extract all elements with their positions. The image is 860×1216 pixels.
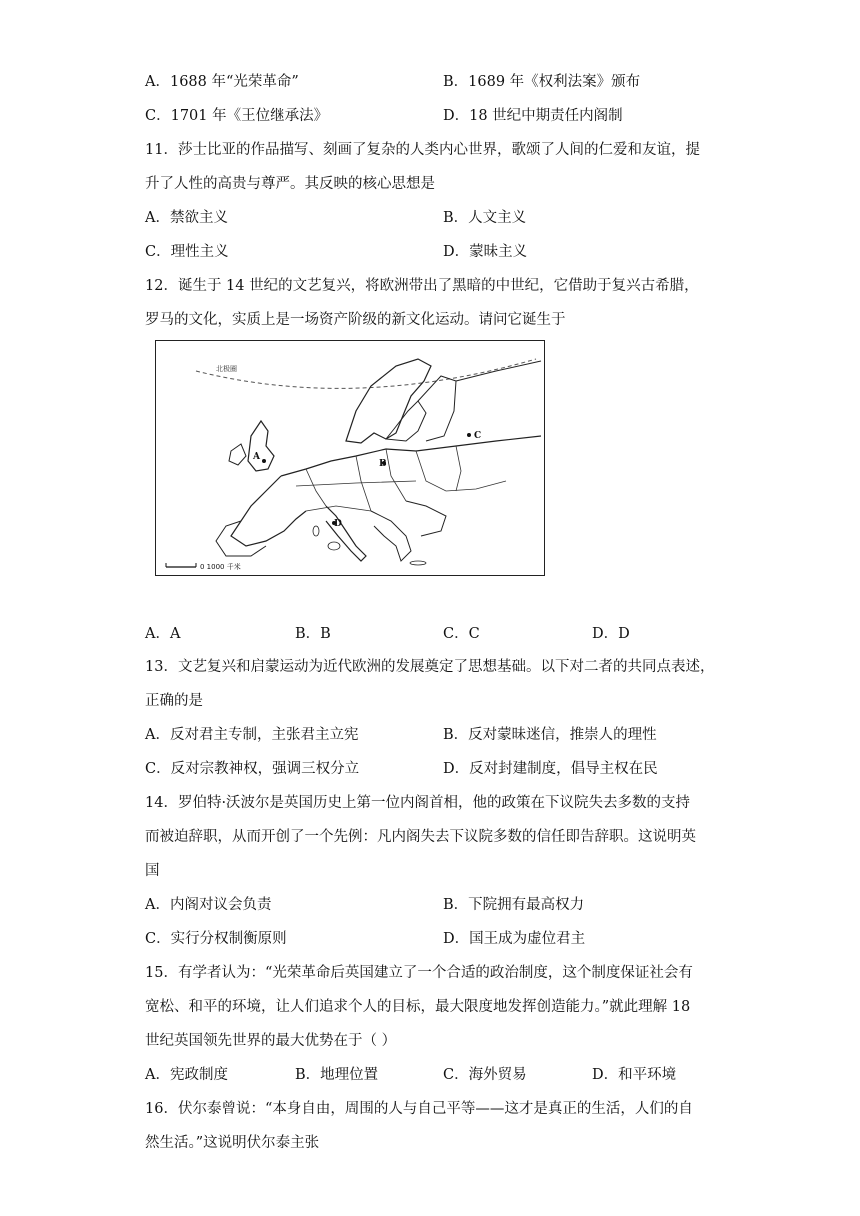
q13-option-b: B．反对蒙昧迷信，推崇人的理性 bbox=[443, 727, 657, 743]
q13-stem-line1: 13．文艺复兴和启蒙运动为近代欧洲的发展奠定了思想基础。以下对二者的共同点表述， bbox=[145, 659, 715, 675]
q12-stem-line2: 罗马的文化，实质上是一场资产阶级的新文化运动。请问它诞生于 bbox=[145, 312, 566, 328]
map-label-d: D bbox=[334, 519, 342, 529]
map-label-a: A bbox=[253, 452, 260, 462]
q16-stem-line1: 16．伏尔泰曾说：“本身自由，周围的人与自己平等——这才是真正的生活，人们的自 bbox=[145, 1101, 693, 1117]
q13-option-a: A．反对君主专制，主张君主立宪 bbox=[145, 727, 359, 743]
q15-option-c: C．海外贸易 bbox=[443, 1067, 527, 1083]
q11-option-b: B．人文主义 bbox=[443, 210, 527, 226]
europe-map bbox=[155, 340, 545, 576]
q12-option-b: B．B bbox=[295, 626, 331, 642]
q11-option-c: C．理性主义 bbox=[145, 244, 229, 260]
q10-option-a: A．1688 年“光荣革命” bbox=[145, 74, 299, 90]
q12-option-a: A．A bbox=[145, 626, 181, 642]
q11-stem-line1: 11．莎士比亚的作品描写、刻画了复杂的人类内心世界，歌颂了人间的仁爱和友谊，提 bbox=[145, 142, 700, 158]
q13-option-c: C．反对宗教神权，强调三权分立 bbox=[145, 761, 360, 777]
q12-option-d: D．D bbox=[592, 626, 630, 642]
q15-option-b: B．地理位置 bbox=[295, 1067, 379, 1083]
q12-option-c: C．C bbox=[443, 626, 480, 642]
arctic-circle-label: 北极圈 bbox=[216, 365, 237, 373]
q12-stem-line1: 12．诞生于 14 世纪的文艺复兴，将欧洲带出了黑暗的中世纪，它借助于复兴古希腊， bbox=[145, 278, 699, 294]
q14-option-a: A．内阁对议会负责 bbox=[145, 897, 272, 913]
q10-option-c: C．1701 年《王位继承法》 bbox=[145, 108, 329, 124]
q15-stem-line1: 15．有学者认为：“光荣革命后英国建立了一个合适的政治制度，这个制度保证社会有 bbox=[145, 965, 693, 981]
q14-stem-line3: 国 bbox=[145, 863, 160, 879]
q16-stem-line2: 然生活。”这说明伏尔泰主张 bbox=[145, 1135, 320, 1151]
q14-stem-line1: 14．罗伯特·沃波尔是英国历史上第一位内阁首相，他的政策在下议院失去多数的支持 bbox=[145, 795, 691, 811]
map-label-b: B bbox=[379, 459, 387, 469]
q14-option-d: D．国王成为虚位君主 bbox=[443, 931, 586, 947]
map-label-c: C bbox=[474, 431, 482, 441]
q14-option-c: C．实行分权制衡原则 bbox=[145, 931, 287, 947]
q15-stem-line2: 宽松、和平的环境，让人们追求个人的目标，最大限度地发挥创造能力。”就此理解 18 bbox=[145, 999, 691, 1015]
q15-option-a: A．宪政制度 bbox=[145, 1067, 228, 1083]
q10-option-b: B．1689 年《权利法案》颁布 bbox=[443, 74, 641, 90]
q11-option-d: D．蒙昧主义 bbox=[443, 244, 528, 260]
q10-option-d: D．18 世纪中期责任内阁制 bbox=[443, 108, 623, 124]
q11-stem-line2: 升了人性的高贵与尊严。其反映的核心思想是 bbox=[145, 176, 435, 192]
q15-stem-line3: 世纪英国领先世界的最大优势在于（ ） bbox=[145, 1033, 397, 1049]
q13-stem-line2: 正确的是 bbox=[145, 693, 203, 709]
q14-option-b: B．下院拥有最高权力 bbox=[443, 897, 585, 913]
map-scale-label: 0 1000 千米 bbox=[200, 563, 241, 571]
q15-option-d: D．和平环境 bbox=[592, 1067, 677, 1083]
q13-option-d: D．反对封建制度，倡导主权在民 bbox=[443, 761, 658, 777]
q14-stem-line2: 而被迫辞职，从而开创了一个先例：凡内阁失去下议院多数的信任即告辞职。这说明英 bbox=[145, 829, 696, 845]
q11-option-a: A．禁欲主义 bbox=[145, 210, 228, 226]
